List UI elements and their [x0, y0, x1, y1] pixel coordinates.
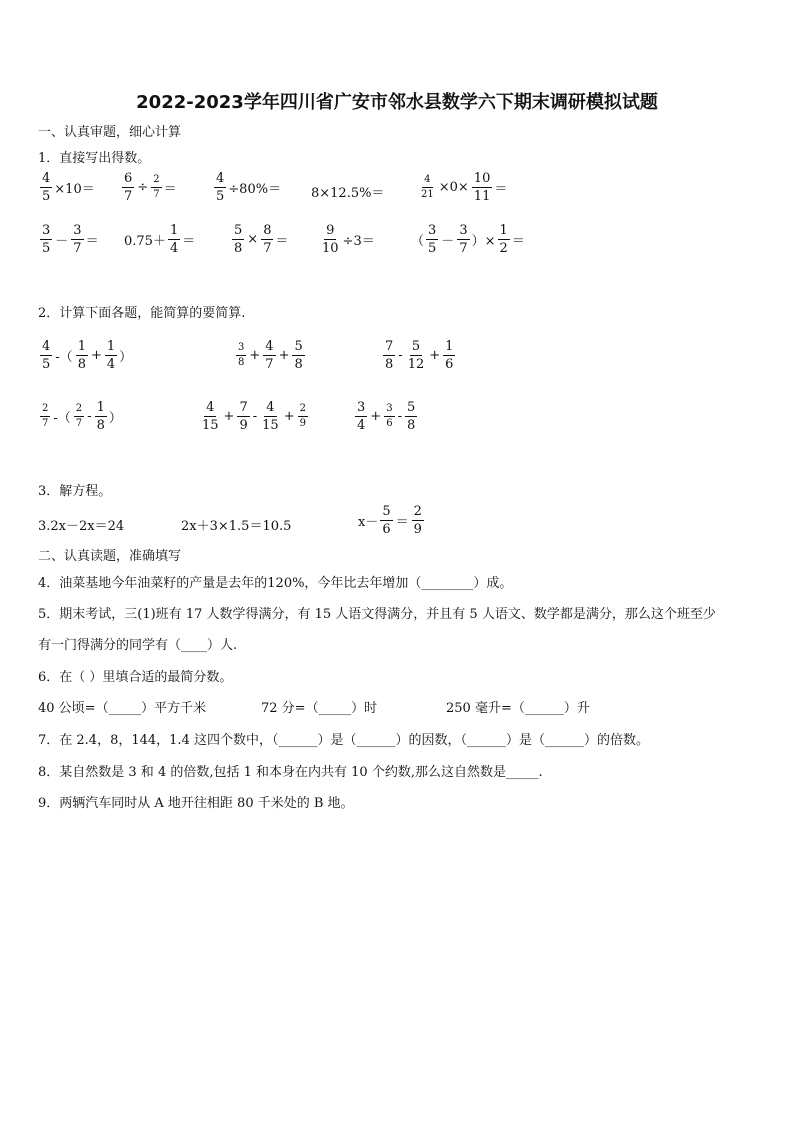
- question-1: 1．直接写出得数。: [38, 151, 151, 166]
- q1-item-i: $\frac{9}{10}$ ÷3＝: [322, 223, 375, 256]
- q2-item-a: $\frac{4}{5}$ -（ $\frac{1}{8}$ + $\frac{1}{4}$ ）: [42, 339, 133, 372]
- fraction: $\frac{5}{8}$: [294, 339, 303, 372]
- fraction: $\frac{10}{11}$: [473, 171, 491, 204]
- fraction: $\frac{2}{7}$: [75, 403, 83, 429]
- fraction: $\frac{4}{7}$: [265, 339, 274, 372]
- fraction: $\frac{4}{5}$: [42, 171, 51, 204]
- fraction: $\frac{7}{9}$: [239, 400, 248, 433]
- fraction: $\frac{2}{7}$: [42, 403, 49, 429]
- fraction: $\frac{2}{9}$: [299, 403, 306, 429]
- fraction: $\frac{9}{10}$: [322, 223, 339, 256]
- q6-item-b: 72 分=（_____）时: [261, 701, 378, 716]
- fraction: $\frac{5}{8}$: [234, 223, 243, 256]
- fraction: $\frac{3}{7}$: [73, 223, 82, 256]
- fraction: $\frac{1}{8}$: [96, 400, 105, 433]
- page-title: 2022-2023学年四川省广安市邻水县数学六下期末调研模拟试题: [136, 92, 658, 113]
- fraction: $\frac{1}{8}$: [77, 339, 86, 372]
- q1-item-d: 8×12.5%＝: [311, 186, 385, 201]
- q1-item-j: （ $\frac{3}{5}$ － $\frac{3}{7}$ ）× $\frac{1}{2}$ ＝: [411, 223, 525, 256]
- fraction: $\frac{4}{5}$: [42, 339, 51, 372]
- fraction: $\frac{3}{8}$: [238, 342, 245, 368]
- question-9: 9．两辆汽车同时从 A 地开往相距 80 千米处的 B 地。: [38, 796, 354, 811]
- fraction: $\frac{1}{6}$: [445, 339, 454, 372]
- fraction: $\frac{4}{15}$: [262, 400, 279, 433]
- q1-item-g: 0.75＋ $\frac{1}{4}$ ＝: [124, 223, 196, 256]
- fraction: $\frac{3}{5}$: [428, 223, 437, 256]
- q3-equation-c: x－ $\frac{5}{6}$ ＝ $\frac{2}{9}$: [358, 504, 422, 537]
- question-7: 7．在 2.4，8，144，1.4 这四个数中，（______）是（______）的因数，（______）是（______）的倍数。: [38, 733, 649, 748]
- fraction: $\frac{1}{2}$: [499, 223, 508, 256]
- fraction: $\frac{1}{4}$: [106, 339, 116, 372]
- fraction: $\frac{4}{5}$: [216, 171, 225, 204]
- q3-equation-b: 2x＋3×1.5＝10.5: [181, 519, 292, 534]
- fraction: $\frac{3}{5}$: [42, 223, 51, 256]
- q6-item-a: 40 公顷=（_____）平方千米: [38, 701, 207, 716]
- q1-item-e: $\frac{4}{21}$ ×0× $\frac{10}{11}$ ＝: [421, 171, 508, 204]
- question-4: 4．油菜基地今年油菜籽的产量是去年的120%，今年比去年增加（________）成。: [38, 576, 513, 591]
- fraction: $\frac{5}{12}$: [407, 339, 425, 372]
- q2-item-d: $\frac{2}{7}$ -（ $\frac{2}{7}$ - $\frac{1}{8}$ ）: [42, 400, 122, 433]
- q2-item-b: $\frac{3}{8}$ + $\frac{4}{7}$ + $\frac{5}{8}$: [238, 339, 303, 372]
- question-2: 2．计算下面各题，能简算的要简算.: [38, 306, 246, 321]
- q1-item-a: $\frac{4}{5}$ ×10＝: [42, 171, 95, 204]
- question-6: 6．在（ ）里填合适的最简分数。: [38, 670, 233, 685]
- q3-equation-a: 3.2x－2x＝24: [38, 519, 125, 534]
- q1-item-c: $\frac{4}{5}$ ÷80%＝: [216, 171, 282, 204]
- question-8: 8．某自然数是 3 和 4 的倍数,包括 1 和本身在内共有 10 个约数,那么这自然数是_____.: [38, 765, 543, 780]
- q1-item-b: $\frac{6}{7}$ ÷ $\frac{2}{7}$ ＝: [124, 171, 177, 204]
- section-1-heading: 一、认真审题，细心计算: [38, 125, 182, 140]
- fraction: $\frac{3}{7}$: [459, 223, 468, 256]
- fraction: $\frac{5}{6}$: [382, 504, 391, 537]
- fraction: $\frac{3}{4}$: [357, 400, 366, 433]
- q1-item-f: $\frac{3}{5}$ － $\frac{3}{7}$ ＝: [42, 223, 99, 256]
- fraction: $\frac{6}{7}$: [124, 171, 133, 204]
- question-5-line-2: 有一门得满分的同学有（____）人.: [38, 638, 238, 653]
- question-5-line-1: 5．期末考试，三(1)班有 17 人数学得满分，有 15 人语文得满分，并且有 5 人语文、数学都是满分，那么这个班至少: [38, 607, 716, 622]
- q1-item-h: $\frac{5}{8}$ × $\frac{8}{7}$ ＝: [234, 223, 289, 256]
- q2-item-f: $\frac{3}{4}$ + $\frac{3}{6}$ - $\frac{5}{8}$: [357, 400, 416, 433]
- fraction: $\frac{4}{15}$: [202, 400, 219, 433]
- fraction: $\frac{4}{21}$: [421, 174, 434, 200]
- q2-item-c: $\frac{7}{8}$ - $\frac{5}{12}$ + $\frac{1}{6}$: [385, 339, 454, 372]
- fraction: $\frac{3}{6}$: [386, 403, 393, 429]
- fraction: $\frac{2}{7}$: [153, 174, 160, 200]
- fraction: $\frac{8}{7}$: [263, 223, 272, 256]
- q6-item-c: 250 毫升=（______）升: [446, 701, 590, 716]
- question-3: 3．解方程。: [38, 484, 112, 499]
- section-2-heading: 二、认真读题，准确填写: [38, 549, 182, 564]
- fraction: $\frac{1}{4}$: [169, 223, 179, 256]
- fraction: $\frac{5}{8}$: [406, 400, 416, 433]
- fraction: $\frac{7}{8}$: [385, 339, 394, 372]
- fraction: $\frac{2}{9}$: [413, 504, 422, 537]
- q2-item-e: $\frac{4}{15}$ + $\frac{7}{9}$ - $\frac{4}{15}$ + $\frac{2}{9}$: [202, 400, 306, 433]
